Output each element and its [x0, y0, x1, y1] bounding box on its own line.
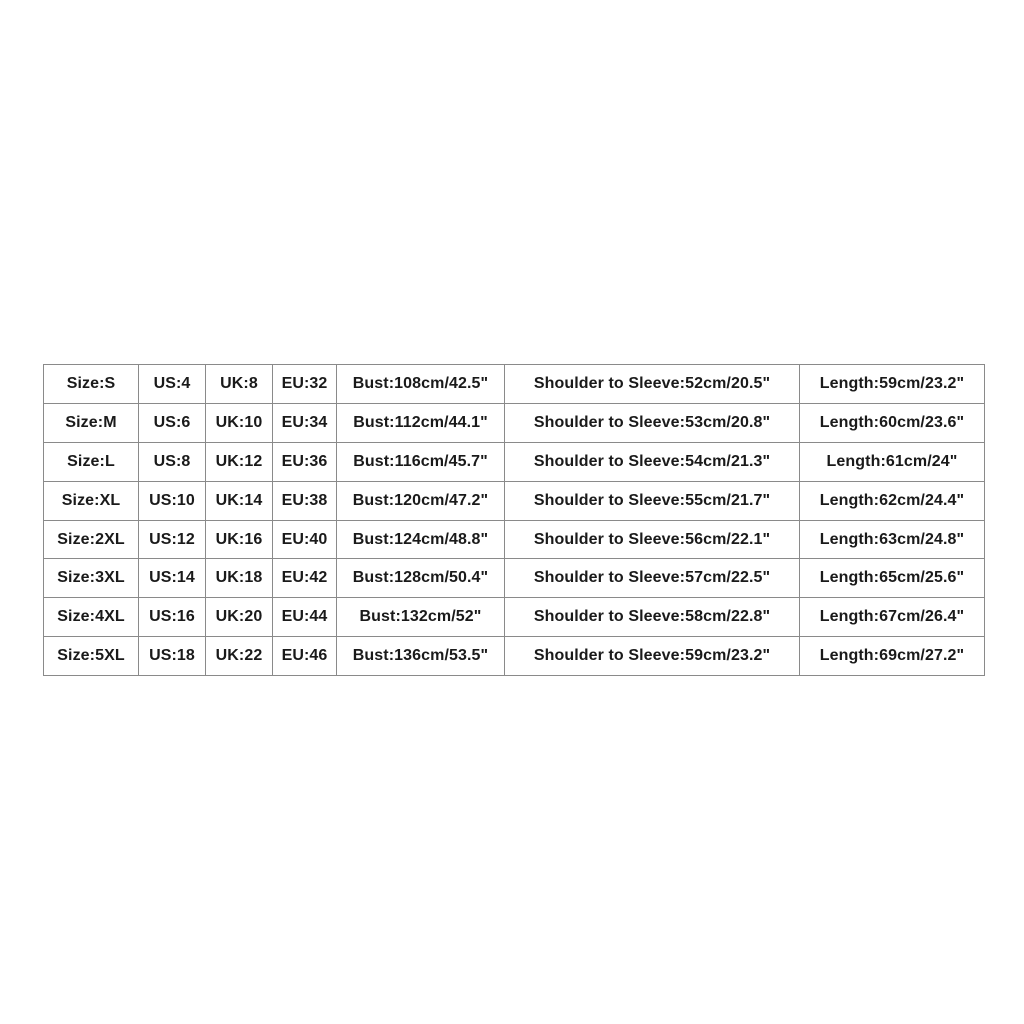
size-cell: Size:2XL	[44, 520, 139, 559]
length-cell: Length:59cm/23.2"	[800, 365, 985, 404]
table-row	[44, 559, 985, 598]
uk-size-cell: UK:8	[206, 365, 273, 404]
uk-size-cell: UK:22	[206, 637, 273, 676]
size-chart-table	[43, 364, 985, 676]
uk-size-cell: UK:14	[206, 481, 273, 520]
shoulder-to-sleeve-cell: Shoulder to Sleeve:55cm/21.7"	[505, 481, 800, 520]
eu-size-cell: EU:32	[273, 365, 337, 404]
size-cell: Size:S	[44, 365, 139, 404]
length-cell: Length:62cm/24.4"	[800, 481, 985, 520]
size-cell: Size:M	[44, 403, 139, 442]
table-row	[44, 520, 985, 559]
shoulder-to-sleeve-cell: Shoulder to Sleeve:59cm/23.2"	[505, 637, 800, 676]
shoulder-to-sleeve-cell: Shoulder to Sleeve:58cm/22.8"	[505, 598, 800, 637]
us-size-cell: US:4	[139, 365, 206, 404]
table-row	[44, 442, 985, 481]
us-size-cell: US:6	[139, 403, 206, 442]
length-cell: Length:69cm/27.2"	[800, 637, 985, 676]
length-cell: Length:67cm/26.4"	[800, 598, 985, 637]
eu-size-cell: EU:36	[273, 442, 337, 481]
us-size-cell: US:16	[139, 598, 206, 637]
table-row	[44, 598, 985, 637]
size-cell: Size:4XL	[44, 598, 139, 637]
size-cell: Size:XL	[44, 481, 139, 520]
size-cell: Size:L	[44, 442, 139, 481]
eu-size-cell: EU:44	[273, 598, 337, 637]
uk-size-cell: UK:10	[206, 403, 273, 442]
us-size-cell: US:10	[139, 481, 206, 520]
eu-size-cell: EU:40	[273, 520, 337, 559]
shoulder-to-sleeve-cell: Shoulder to Sleeve:54cm/21.3"	[505, 442, 800, 481]
size-cell: Size:3XL	[44, 559, 139, 598]
bust-cell: Bust:124cm/48.8"	[337, 520, 505, 559]
shoulder-to-sleeve-cell: Shoulder to Sleeve:56cm/22.1"	[505, 520, 800, 559]
uk-size-cell: UK:12	[206, 442, 273, 481]
length-cell: Length:63cm/24.8"	[800, 520, 985, 559]
eu-size-cell: EU:46	[273, 637, 337, 676]
us-size-cell: US:12	[139, 520, 206, 559]
eu-size-cell: EU:42	[273, 559, 337, 598]
bust-cell: Bust:112cm/44.1"	[337, 403, 505, 442]
us-size-cell: US:18	[139, 637, 206, 676]
eu-size-cell: EU:34	[273, 403, 337, 442]
shoulder-to-sleeve-cell: Shoulder to Sleeve:57cm/22.5"	[505, 559, 800, 598]
bust-cell: Bust:132cm/52"	[337, 598, 505, 637]
table-row	[44, 637, 985, 676]
eu-size-cell: EU:38	[273, 481, 337, 520]
table-row	[44, 403, 985, 442]
shoulder-to-sleeve-cell: Shoulder to Sleeve:52cm/20.5"	[505, 365, 800, 404]
length-cell: Length:61cm/24"	[800, 442, 985, 481]
size-cell: Size:5XL	[44, 637, 139, 676]
uk-size-cell: UK:20	[206, 598, 273, 637]
length-cell: Length:60cm/23.6"	[800, 403, 985, 442]
shoulder-to-sleeve-cell: Shoulder to Sleeve:53cm/20.8"	[505, 403, 800, 442]
bust-cell: Bust:116cm/45.7"	[337, 442, 505, 481]
table-row	[44, 365, 985, 404]
bust-cell: Bust:136cm/53.5"	[337, 637, 505, 676]
uk-size-cell: UK:18	[206, 559, 273, 598]
us-size-cell: US:8	[139, 442, 206, 481]
us-size-cell: US:14	[139, 559, 206, 598]
table-row	[44, 481, 985, 520]
bust-cell: Bust:128cm/50.4"	[337, 559, 505, 598]
bust-cell: Bust:120cm/47.2"	[337, 481, 505, 520]
uk-size-cell: UK:16	[206, 520, 273, 559]
length-cell: Length:65cm/25.6"	[800, 559, 985, 598]
bust-cell: Bust:108cm/42.5"	[337, 365, 505, 404]
